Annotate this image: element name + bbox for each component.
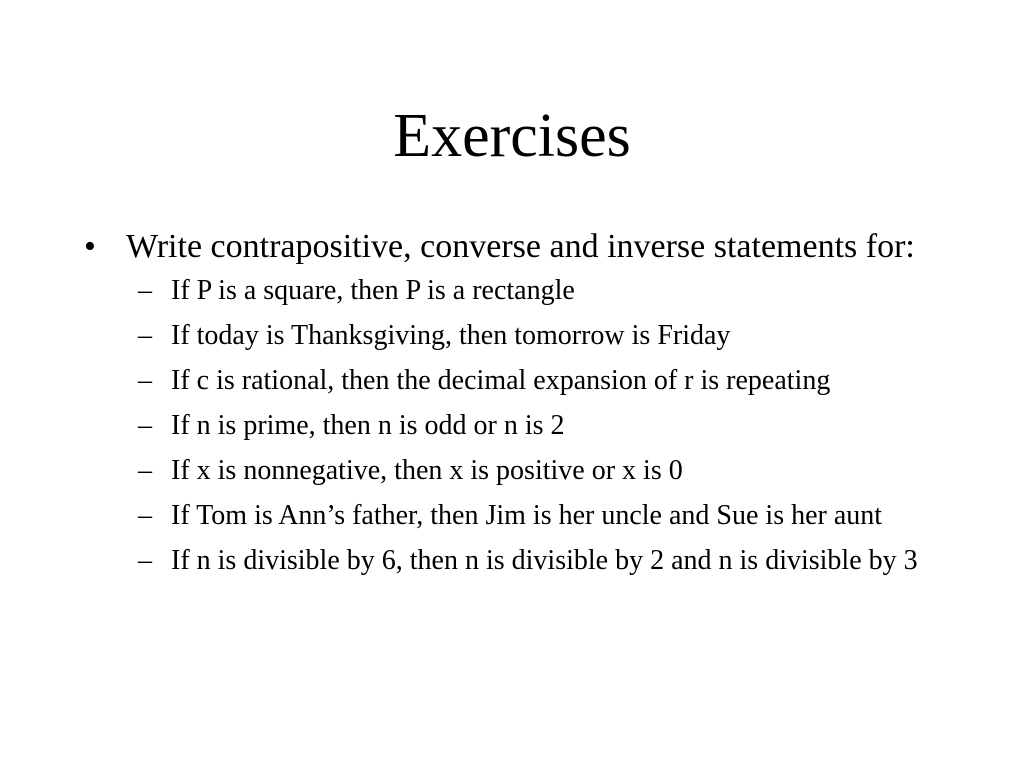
- main-bullet-text: Write contrapositive, converse and inverse statements for:: [126, 228, 915, 265]
- dash-marker: –: [138, 545, 152, 576]
- dash-marker: –: [138, 275, 152, 306]
- sub-bullet-item: [138, 408, 944, 444]
- sub-bullet-item: [138, 363, 944, 399]
- sub-bullet-item: [138, 543, 944, 579]
- sub-bullet-text: If c is rational, then the decimal expansion of r is repeating: [171, 365, 831, 396]
- sub-bullet-item: [138, 453, 944, 489]
- sub-bullet-text: If Tom is Ann’s father, then Jim is her uncle and Sue is her aunt: [171, 500, 883, 531]
- sub-bullet-text: If n is prime, then n is odd or n is 2: [171, 410, 565, 441]
- sub-bullet-text: If today is Thanksgiving, then tomorrow is Friday: [171, 320, 731, 351]
- dash-marker: –: [138, 500, 152, 531]
- sub-bullet-item: [138, 318, 944, 354]
- dash-marker: –: [138, 365, 152, 396]
- dash-marker: –: [138, 455, 152, 486]
- slide-body: [84, 224, 944, 588]
- sub-bullet-list: [84, 273, 944, 579]
- slide-title: Exercises: [393, 102, 631, 170]
- dash-marker: –: [138, 320, 152, 351]
- sub-bullet-text: If x is nonnegative, then x is positive or x is 0: [171, 455, 683, 486]
- sub-bullet-text: If P is a square, then P is a rectangle: [171, 275, 575, 306]
- sub-bullet-text: If n is divisible by 6, then n is divisible by 2 and n is divisible by 3: [171, 545, 918, 576]
- bullet-marker: •: [84, 228, 96, 265]
- sub-bullet-item: [138, 273, 944, 309]
- sub-bullet-item: [138, 498, 944, 534]
- main-bullet: [84, 224, 944, 269]
- dash-marker: –: [138, 410, 152, 441]
